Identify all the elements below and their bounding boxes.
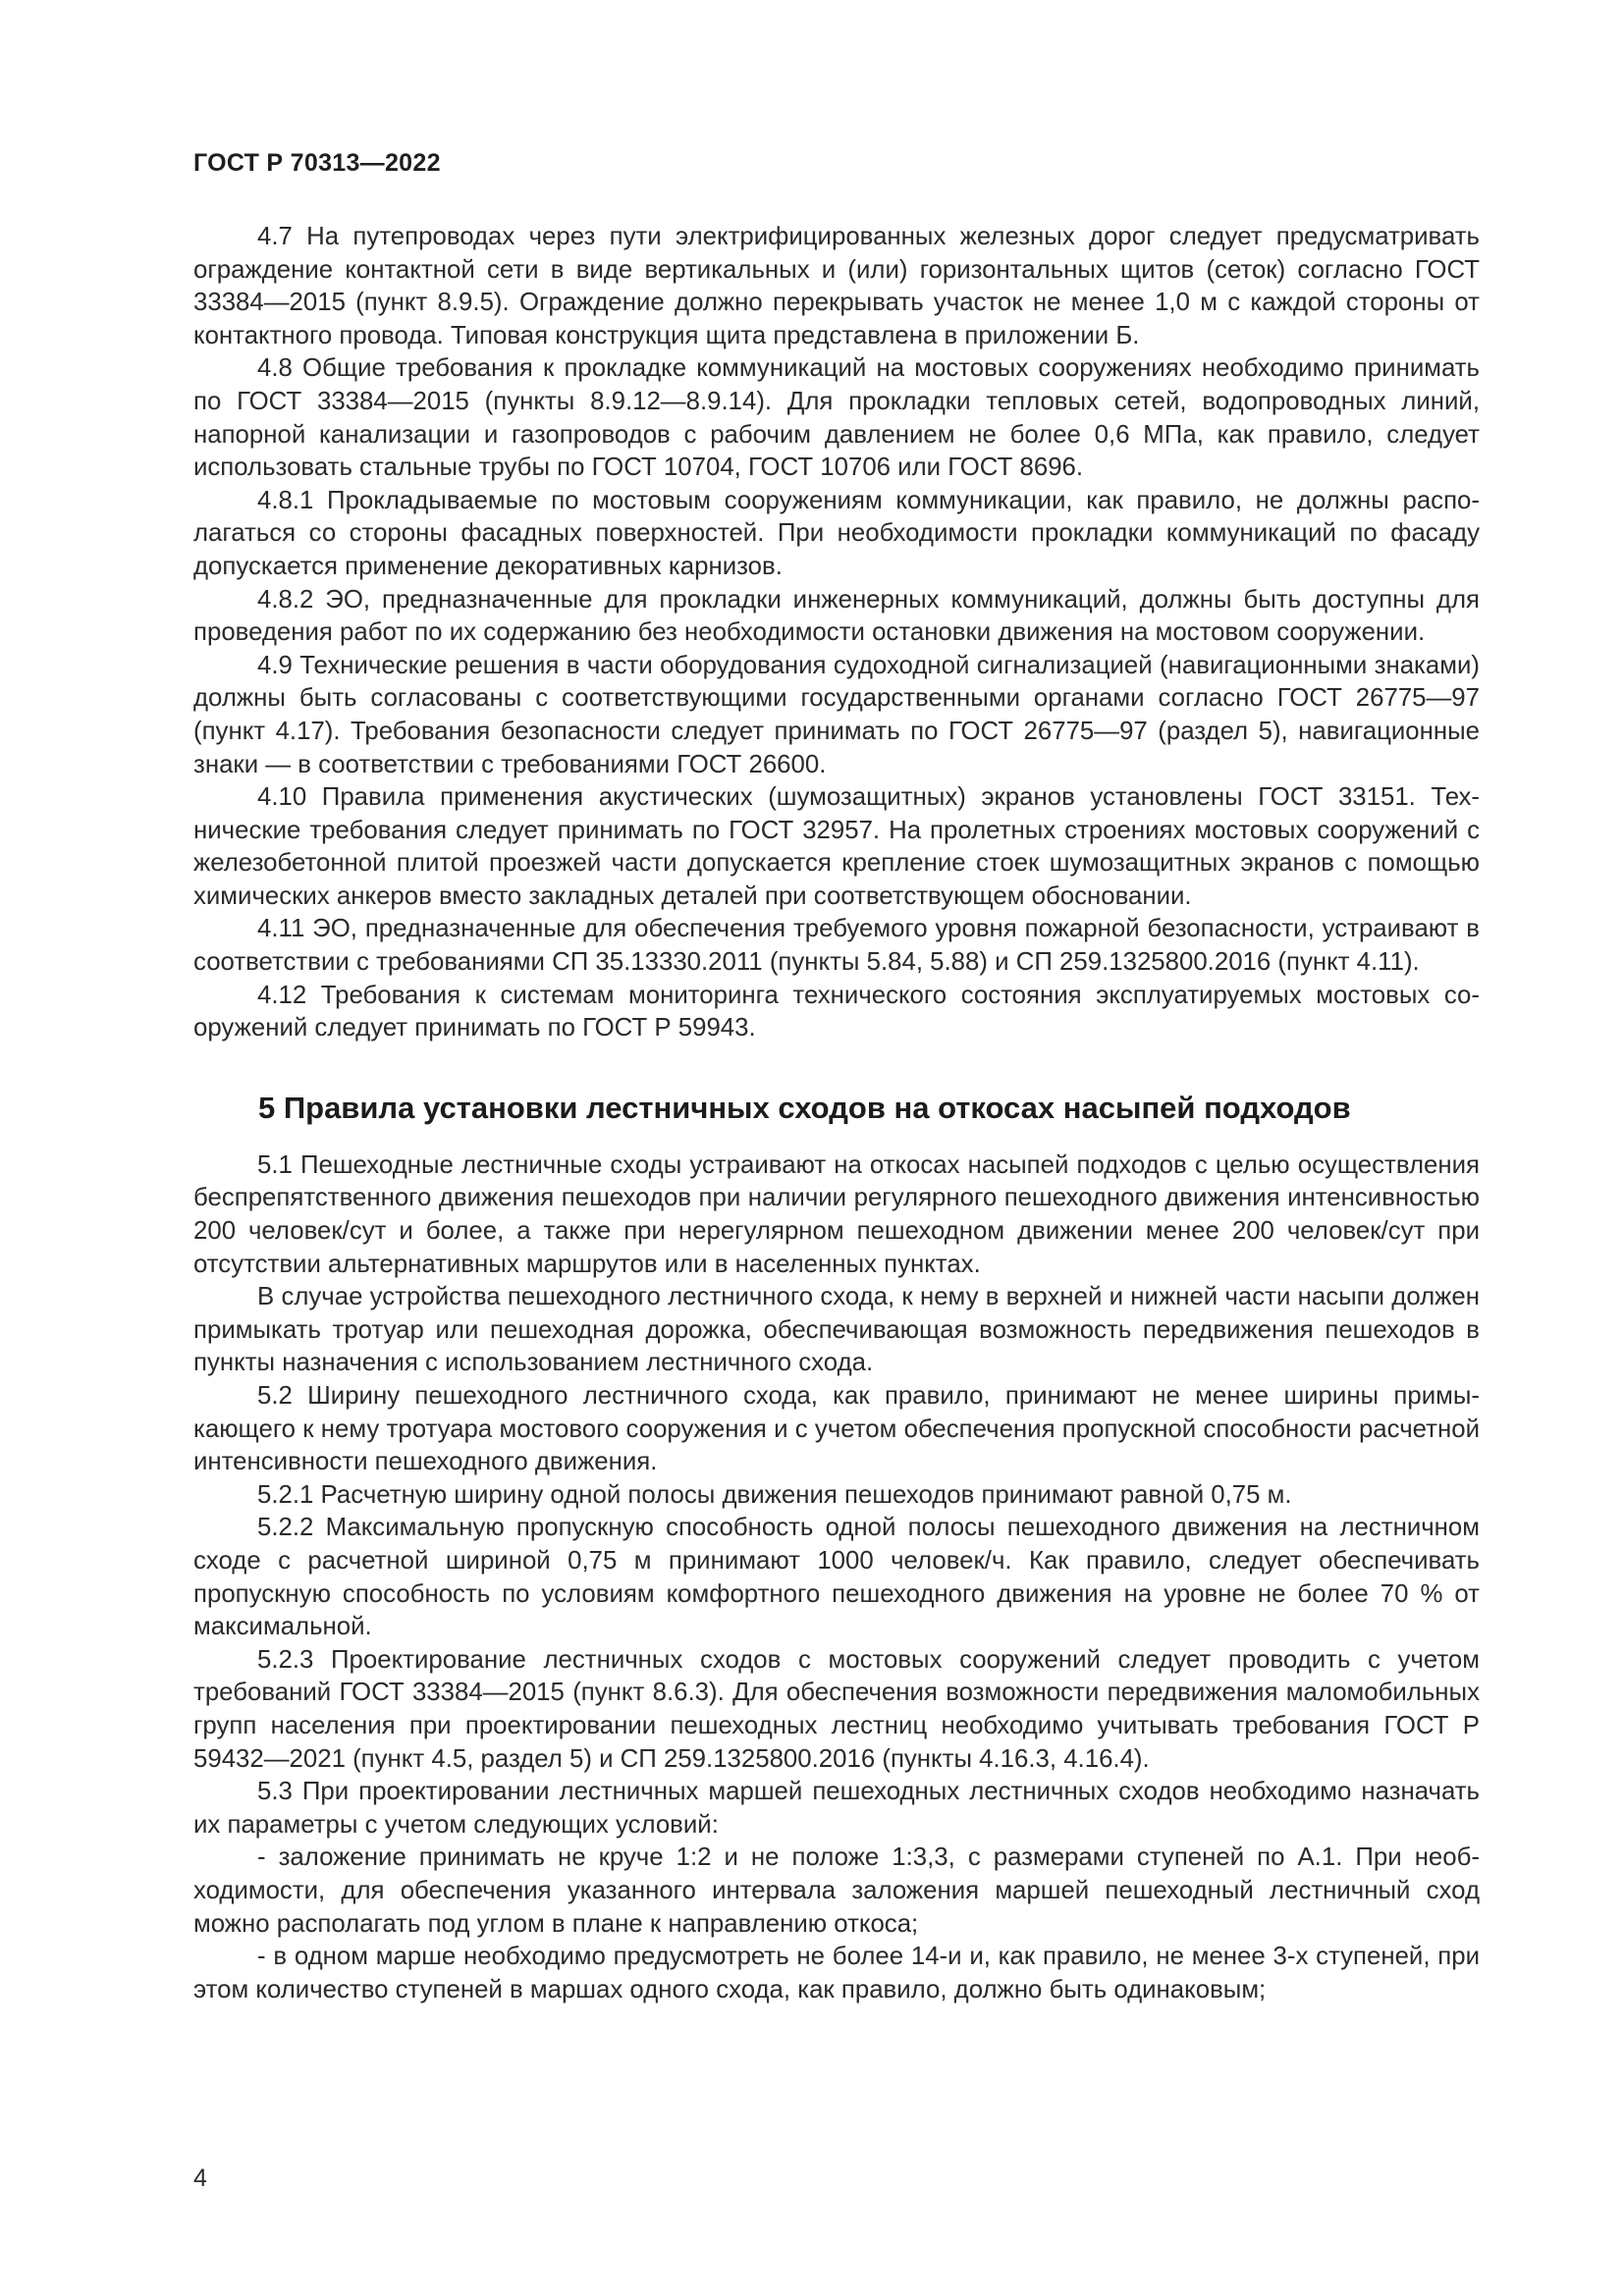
paragraph-4-8-1: 4.8.1 Прокладываемые по мостовым сооружениям коммуникации, как правило, не должны располагаться со стороны фасадных поверхностей. При необходимости прокладки коммуникаций по фасаду допускается применение декоративных карнизов.: [193, 486, 1480, 580]
document-body: [193, 221, 1480, 2006]
paragraph-5-2: 5.2 Ширину пешеходного лестничного схода, как правило, принимают не менее ширины примыкающего к нему тротуара мостового сооружения и с учетом обеспечения пропускной способности расчетной интенсивности пешеходного движения.: [193, 1382, 1480, 1476]
page-number: 4: [193, 2164, 207, 2192]
paragraph-4-8: 4.8 Общие требования к прокладке коммуникаций на мостовых сооружениях необходимо принимать по ГОСТ 33384—2015 (пункты 8.9.12—8.9.14). Для прокладки тепловых сетей, водопроводных линий, напорной канализации и газопроводов с рабочим давлением не более 0,6 МПа, как правило, следует использовать стальные трубы по ГОСТ 10704, ГОСТ 10706 или ГОСТ 8696.: [193, 354, 1480, 482]
paragraph-4-7: 4.7 На путепроводах через пути электрифицированных железных дорог следует предусматривать ограждение контактной сети в виде вертикальных и (или) горизонтальных щитов (сеток) согласно ГОСТ 33384—2015 (пункт 8.9.5). Ограждение должно перекрывать участок не менее 1,0 м с каждой стороны от контактного провода. Типовая конструкция щита представлена в приложении Б.: [193, 223, 1480, 349]
paragraph-5-2-2: 5.2.2 Максимальную пропускную способность одной полосы пешеходного движения на лестничном сходе с расчетной шириной 0,75 м принимают 1000 человек/ч. Как правило, следует обеспечивать пропускную способность по условиям комфортного пешеходного движения на уровне не более 70 % от максимальной.: [193, 1514, 1480, 1641]
paragraph-5-2-3: 5.2.3 Проектирование лестничных сходов с мостовых сооружений следует проводить с учетом требований ГОСТ 33384—2015 (пункт 8.6.3). Для обеспечения возможности передвижения маломобильных групп населения при проектировании пешеходных лестниц необходимо учитывать требования ГОСТ Р 59432—2021 (пункт 4.5, раздел 5) и СП 259.1325800.2016 (пункты 4.16.3, 4.16.4).: [193, 1645, 1480, 1773]
list-item-steps: - в одном марше необходимо предусмотреть не более 14-и и, как правило, не менее 3-х ступеней, при этом количество ступеней в маршах одного схода, как правило, должно быть одинаковым;: [193, 1943, 1480, 2003]
paragraph-4-12: 4.12 Требования к системам мониторинга технического состояния эксплуатируемых мостовых сооружений следует принимать по ГОСТ Р 59943.: [193, 981, 1480, 1042]
paragraph-5-3: 5.3 При проектировании лестничных маршей пешеходных лестничных сходов необходимо назначать их параметры с учетом следующих условий:: [193, 1778, 1480, 1839]
paragraph-4-10: 4.10 Правила применения акустических (шумозащитных) экранов установлены ГОСТ 33151. Технические требования следует принимать по ГОСТ 32957. На пролетных строениях мостовых сооружений с железобетонной плитой проезжей части допускается крепление стоек шумозащитных экранов с помощью химических анкеров вместо закладных деталей при соответствующем обосновании.: [193, 783, 1480, 910]
paragraph-5-1: 5.1 Пешеходные лестничные сходы устраивают на откосах насыпей подходов с целью осуществления беспрепятственного движения пешеходов при наличии регулярного пешеходного движения интенсивностью 200 человек/сут и более, а также при нерегулярном пешеходном движении менее 200 человек/сут при отсутствии альтернативных маршрутов или в населенных пунктах.: [193, 1150, 1480, 1278]
document-header: ГОСТ Р 70313—2022: [193, 149, 441, 177]
list-item-slope: - заложение принимать не круче 1:2 и не положе 1:3,3, с размерами ступеней по А.1. При необходимости, для обеспечения указанного интервала заложения маршей пешеходный лестничный сход можно располагать под углом в плане к направлению откоса;: [193, 1843, 1480, 1938]
paragraph-5-1-continued: В случае устройства пешеходного лестничного схода, к нему в верхней и нижней части насыпи должен примыкать тротуар или пешеходная дорожка, обеспечивающая возможность передвижения пешеходов в пункты назначения с использованием лестничного схода.: [193, 1283, 1480, 1377]
paragraph-5-2-1: 5.2.1 Расчетную ширину одной полосы движения пешеходов принимают равной 0,75 м.: [257, 1480, 1292, 1509]
paragraph-4-11: 4.11 ЭО, предназначенные для обеспечения требуемого уровня пожарной безопасности, устраивают в соответствии с требованиями СП 35.13330.2011 (пункты 5.84, 5.88) и СП 259.1325800.2016 (пункт 4.11).: [193, 915, 1480, 977]
paragraph-4-8-2: 4.8.2 ЭО, предназначенные для прокладки инженерных коммуникаций, должны быть доступны для проведения работ по их содержанию без необходимости остановки движения на мостовом сооружении.: [193, 585, 1480, 647]
paragraph-4-9: 4.9 Технические решения в части оборудования судоходной сигнализацией (навигационными знаками) должны быть согласованы с соответствующими государственными органами согласно ГОСТ 26775—97 (пункт 4.17). Требования безопасности следует принимать по ГОСТ 26775—97 (раздел 5), навигационные знаки — в соответствии с требованиями ГОСТ 26600.: [193, 651, 1480, 778]
section-5-heading: 5 Правила установки лестничных сходов на откосах насыпей подходов: [258, 1090, 1351, 1125]
